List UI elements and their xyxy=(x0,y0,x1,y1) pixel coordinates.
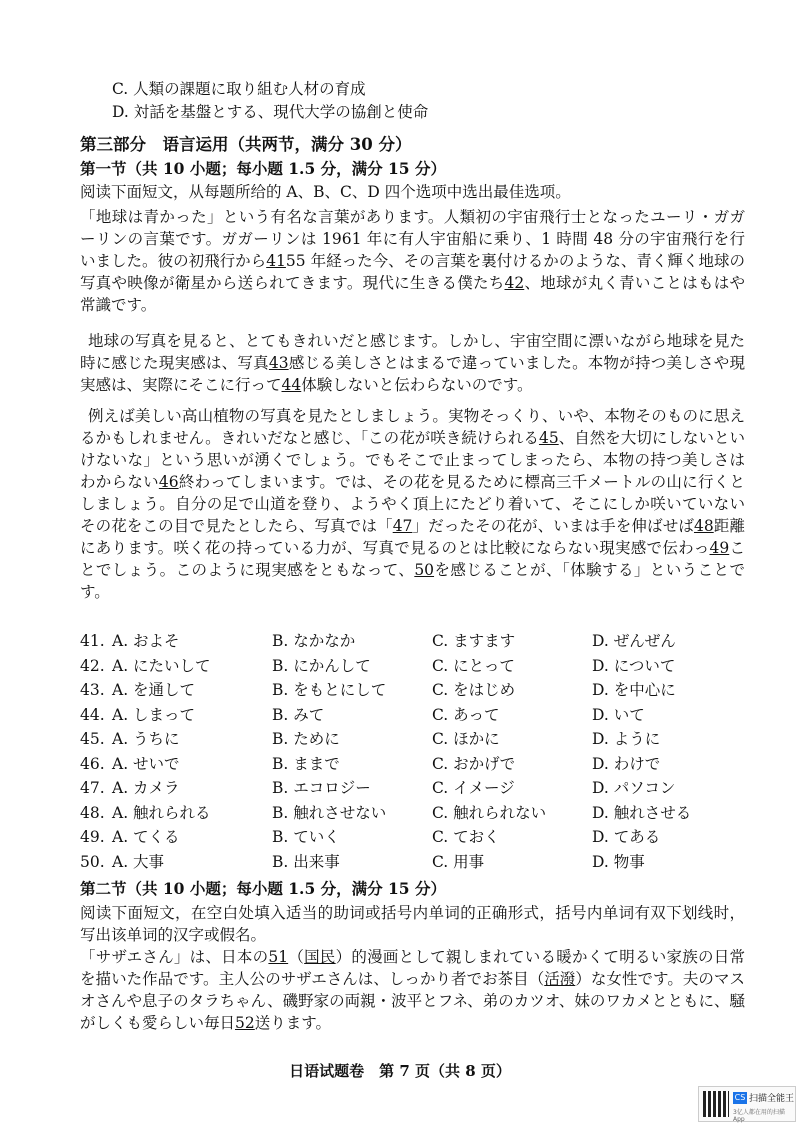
option-b: B. ていく xyxy=(272,828,340,846)
word-katsupatsu: 活潑 xyxy=(544,970,576,988)
scanner-watermark xyxy=(698,1086,796,1122)
question-number: 43. xyxy=(80,681,105,699)
question-number: 42. xyxy=(80,656,105,675)
blank-48: 48 xyxy=(693,517,714,535)
blank-42: 42 xyxy=(504,274,525,292)
option-b: B. にかんして xyxy=(272,656,371,675)
option-b: B. みて xyxy=(272,705,325,724)
option-a: A. 大事 xyxy=(112,852,165,871)
blank-51: 51 xyxy=(268,948,289,966)
option-b: B. をもとにして xyxy=(272,681,387,699)
blank-47: 47 xyxy=(392,517,413,535)
option-d: D. を中心に xyxy=(592,681,676,699)
option-a: A. うちに xyxy=(112,730,180,748)
option-c: C. ほかに xyxy=(432,730,500,748)
option-b: B. ために xyxy=(272,730,340,748)
option-b: B. ままで xyxy=(272,754,340,773)
option-d: D. パソコン xyxy=(592,779,676,797)
question-row xyxy=(80,802,720,824)
blank-49: 49 xyxy=(709,539,730,557)
option-c: C. おかげで xyxy=(432,754,516,773)
option-a: A. およそ xyxy=(112,632,180,650)
question-row xyxy=(80,826,720,848)
question-number: 46. xyxy=(80,754,105,773)
option-b: B. 触れさせない xyxy=(272,803,387,822)
option-a: A. しまって xyxy=(112,705,196,724)
blank-52: 52 xyxy=(235,1014,255,1032)
section1-title: 第一节（共 10 小题；每小题 1.5 分，满分 15 分） xyxy=(80,159,446,178)
question-number: 45. xyxy=(80,730,105,748)
section2-title: 第二节（共 10 小题；每小题 1.5 分，满分 15 分） xyxy=(80,879,446,898)
passage-paragraph-1: 「地球は青かった」という有名な言葉があります。人類初の宇宙飛行士となったユーリ・ガガーリンの言葉です。ガガーリンは 1961 年に有人宇宙船に乗り、1 時間 48 分の宇宙飛行を行いました。彼の初飛行から4155 年経った今、その言葉を裏付けるかのような、青く輝く地球の写真や映像が衛星から送られてきます。現代に生きる僕たち42、地球が丸く青いことはもはや常識です。 xyxy=(80,208,745,314)
option-d: D. について xyxy=(592,656,676,675)
section1-instructions: 阅读下面短文，从每题所给的 A、B、C、D 四个选项中选出最佳选项。 xyxy=(80,183,571,201)
question-row xyxy=(80,679,720,701)
option-b: B. エコロジー xyxy=(272,779,371,797)
option-d: D. わけで xyxy=(592,754,661,773)
option-a: A. カメラ xyxy=(112,779,180,797)
question-row xyxy=(80,851,720,873)
option-a: A. を通して xyxy=(112,681,196,699)
option-b: B. 出来事 xyxy=(272,852,340,871)
question-number: 49. xyxy=(80,828,105,846)
blank-41: 41 xyxy=(266,252,286,270)
section2-passage: 「サザエさん」は、日本の51（国民）的漫画として親しまれている暖かくて明るい家族の日常を描いた作品です。主人公のサザエさんは、しっかり者でお茶目（活潑）な女性です。夫のマスオさんや息子のタラちゃん、磯野家の両親・波平とフネ、弟のカツオ、妹のワカメとともに、騒がしくも愛らしい毎日52送ります。 xyxy=(80,948,745,1032)
option-c: C. あって xyxy=(432,705,500,724)
question-number: 48. xyxy=(80,803,105,822)
question-row xyxy=(80,630,720,652)
option-a: A. 触れられる xyxy=(112,803,211,822)
option-c: C. にとって xyxy=(432,656,515,675)
option-b: B. なかなか xyxy=(272,632,356,650)
question-row xyxy=(80,655,720,677)
question-row xyxy=(80,728,720,750)
option-d: D. 触れさせる xyxy=(592,803,692,822)
blank-46: 46 xyxy=(158,473,179,491)
option-a: A. せいで xyxy=(112,754,180,773)
question-number: 44. xyxy=(80,705,105,724)
word-51: 国民 xyxy=(304,948,336,966)
blank-44: 44 xyxy=(281,376,302,394)
question-number: 41. xyxy=(80,632,105,650)
page-footer: 日语试题卷 第 7 页（共 8 页） xyxy=(289,1062,511,1080)
question-row xyxy=(80,704,720,726)
option-c: C. ておく xyxy=(432,828,500,846)
option-d: D. てある xyxy=(592,828,661,846)
prev-option-d: D. 対話を基盤とする、現代大学の協創と使命 xyxy=(112,103,429,121)
option-c: C. 用事 xyxy=(432,852,485,871)
option-a: A. にたいして xyxy=(112,656,211,675)
question-row xyxy=(80,753,720,775)
watermark-label: 扫描全能王 xyxy=(749,1094,795,1104)
option-c: C. をはじめ xyxy=(432,681,516,699)
passage-paragraph-3: 例えば美しい高山植物の写真を見たとしましょう。実物そっくり、いや、本物そのものに思えるかもしれません。きれいだなと感じ、「この花が咲き続けられる45、自然を大切にしないといけないな」という思いが湧くでしょう。でもそこで止まってしまったら、本物の持つ美しさはわからない46終わってしまいます。では、その花を見るために標高三千メートルの山に行くとしましょう。自分の足で山道を登り、ようやく頂上にたどり着いて、そこにしか咲いていないその花をこの目で見たとしたら、写真では「47」だったその花が、いまは手を伸ばせば48距離にあります。咲く花の持っている力が、写真で見るのとは比較にならない現実感で伝わっ49ことでしょう。このように現実感をともなって、50を感じることが、「体験する」ということです。 xyxy=(80,407,745,601)
passage-paragraph-2: 地球の写真を見ると、とてもきれいだと感じます。しかし、宇宙空間に漂いながら地球を見た時に感じた現実感は、写真43感じる美しさとはまるで違っていました。本物が持つ美しさや現実感は、実際にそこに行って44体験しないと伝わらないのです。 xyxy=(80,332,745,394)
option-d: D. ように xyxy=(592,730,661,748)
option-d: D. 物事 xyxy=(592,852,645,871)
part3-title: 第三部分 语言运用（共两节，满分 30 分） xyxy=(80,135,412,154)
blank-45: 45 xyxy=(538,429,559,447)
option-d: D. いて xyxy=(592,705,645,724)
watermark-sub: 3亿人都在用的扫描App xyxy=(733,1109,785,1123)
question-row xyxy=(80,777,720,799)
option-c: C. 触れられない xyxy=(432,803,547,822)
option-c: C. ますます xyxy=(432,632,516,650)
prev-option-c: C. 人類の課題に取り組む人材の育成 xyxy=(112,80,366,98)
question-number: 50. xyxy=(80,852,105,871)
section2-instructions: 阅读下面短文，在空白处填入适当的助词或括号内单词的正确形式，括号内单词有双下划线时，写出该单词的汉字或假名。 xyxy=(80,904,745,944)
camscanner-logo-icon: CS xyxy=(734,1093,746,1102)
question-number: 47. xyxy=(80,779,105,797)
qr-code-icon xyxy=(703,1091,729,1117)
blank-50: 50 xyxy=(414,561,435,579)
option-c: C. イメージ xyxy=(432,779,515,797)
blank-43: 43 xyxy=(268,354,289,372)
option-d: D. ぜんぜん xyxy=(592,632,676,650)
option-a: A. てくる xyxy=(112,828,180,846)
